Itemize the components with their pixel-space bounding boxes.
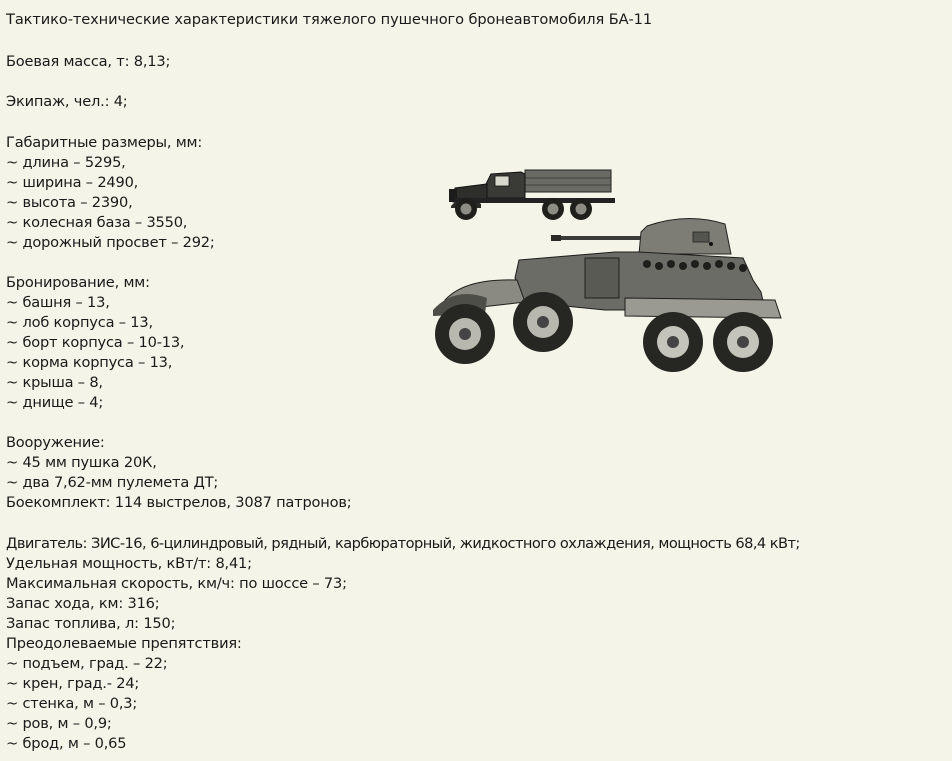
spec-line-length: ~ длина – 5295,: [6, 154, 126, 171]
spec-line-power-to-weight: Удельная мощность, кВт/т: 8,41;: [6, 555, 252, 572]
spec-heading-armor: Бронирование, мм:: [6, 274, 150, 291]
spec-line-engine: Двигатель: ЗИС-16, 6-цилиндровый, рядный, карбюраторный, жидкостного охлаждения, мощность 68,4 кВт;: [6, 535, 800, 552]
spec-line-side-slope: ~ крен, град.- 24;: [6, 675, 140, 692]
truck-illustration: [449, 170, 615, 220]
spec-line-gradient: ~ подъем, град. – 22;: [6, 655, 168, 672]
spec-line-front-hull-armor: ~ лоб корпуса – 13,: [6, 314, 153, 331]
spec-line-vertical-wall: ~ стенка, м – 0,3;: [6, 695, 138, 712]
spec-line-roof-armor: ~ крыша – 8,: [6, 374, 103, 391]
spec-line-max-speed: Максимальная скорость, км/ч: по шоссе – 73;: [6, 575, 347, 592]
spec-line-trench: ~ ров, м – 0,9;: [6, 715, 112, 732]
page-title: Тактико-технические характеристики тяжелого пушечного бронеавтомобиля БА-11: [6, 11, 653, 28]
spec-line-fording: ~ брод, м – 0,65: [6, 735, 127, 752]
vehicle-illustrations: [425, 160, 795, 385]
spec-heading-dimensions: Габаритные размеры, мм:: [6, 134, 203, 151]
spec-line-wheelbase: ~ колесная база – 3550,: [6, 214, 188, 231]
spec-heading-obstacles: Преодолеваемые препятствия:: [6, 635, 242, 652]
spec-line-bottom-armor: ~ днище – 4;: [6, 394, 104, 411]
spec-line-side-hull-armor: ~ борт корпуса – 10-13,: [6, 334, 185, 351]
spec-line-machine-guns: ~ два 7,62-мм пулемета ДТ;: [6, 474, 219, 491]
spec-line-turret-armor: ~ башня – 13,: [6, 294, 110, 311]
armored-car-illustration: [433, 218, 781, 372]
spec-line-width: ~ ширина – 2490,: [6, 174, 139, 191]
spec-line-ammunition: Боекомплект: 114 выстрелов, 3087 патронов;: [6, 494, 352, 511]
spec-heading-armament: Вооружение:: [6, 434, 105, 451]
spec-line-combat-weight: Боевая масса, т: 8,13;: [6, 53, 171, 70]
spec-line-cannon: ~ 45 мм пушка 20К,: [6, 454, 157, 471]
spec-line-ground-clearance: ~ дорожный просвет – 292;: [6, 234, 215, 251]
spec-line-height: ~ высота – 2390,: [6, 194, 133, 211]
spec-line-rear-hull-armor: ~ корма корпуса – 13,: [6, 354, 173, 371]
spec-line-crew: Экипаж, чел.: 4;: [6, 93, 128, 110]
spec-line-range: Запас хода, км: 316;: [6, 595, 160, 612]
spec-line-fuel-capacity: Запас топлива, л: 150;: [6, 615, 176, 632]
